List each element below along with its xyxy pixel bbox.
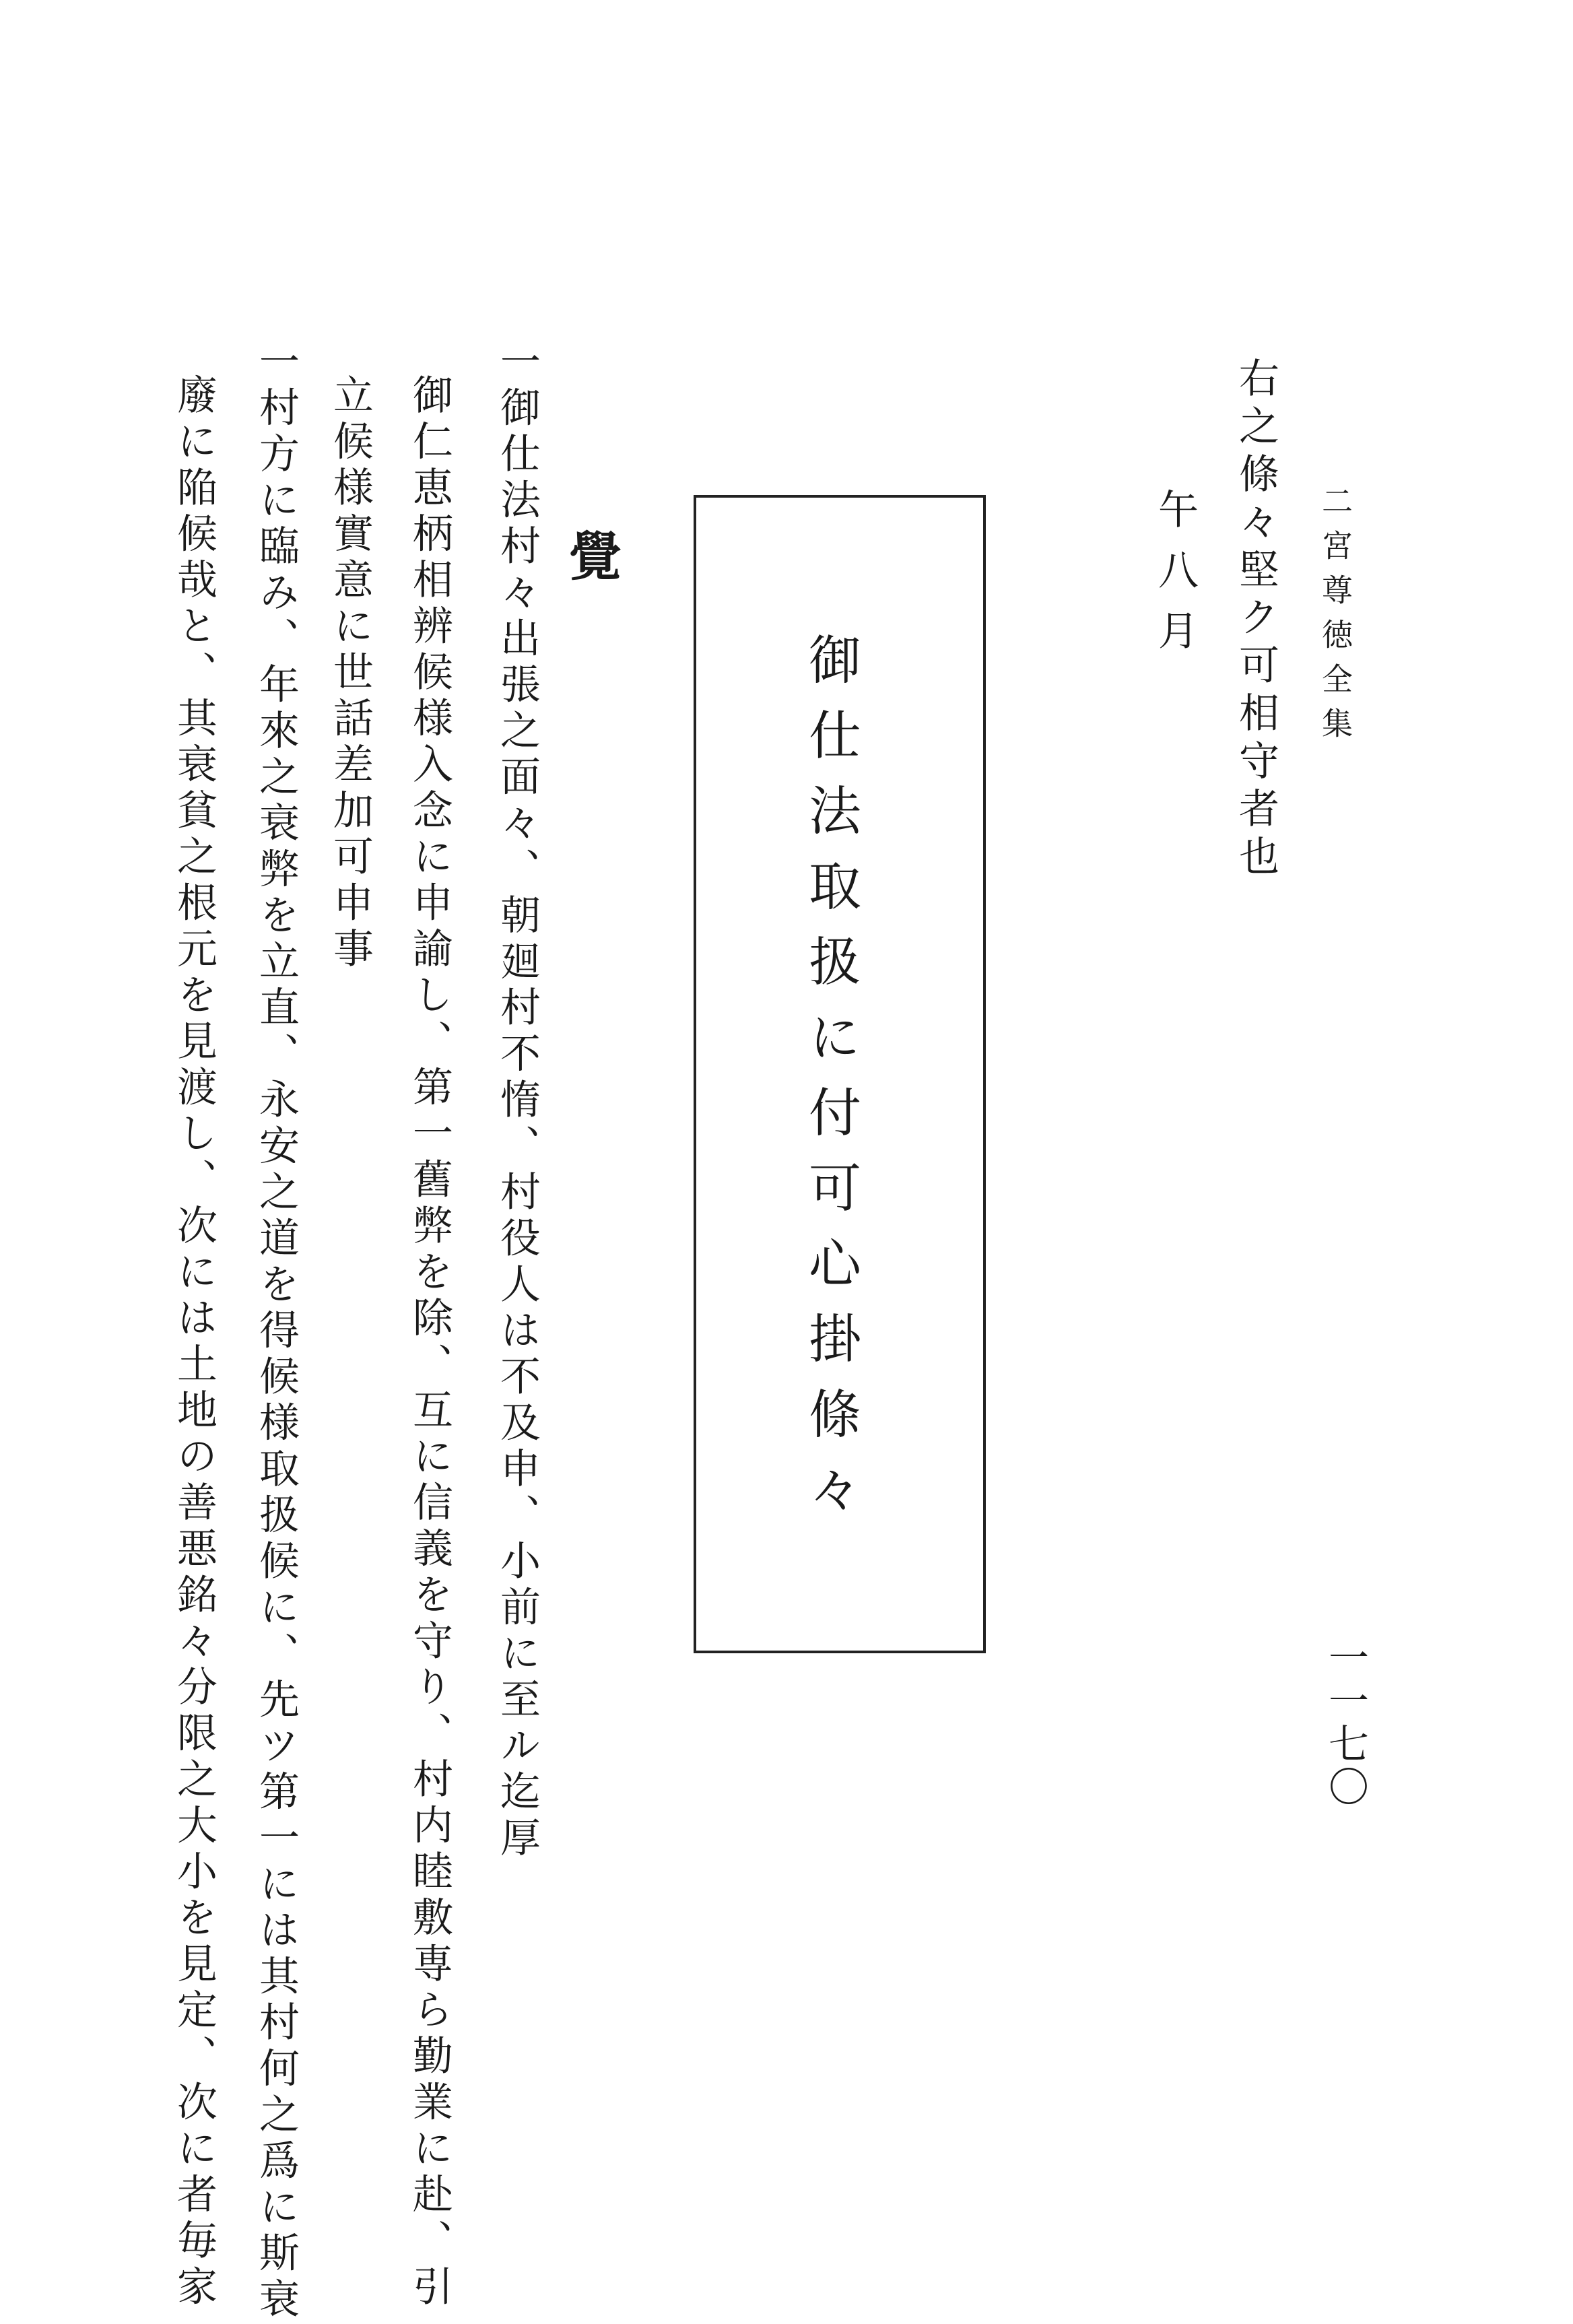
page-number: 一一七〇 <box>1322 1636 1369 1809</box>
body-line: 廢に陥候哉と、其衰貧之根元を見渡し、次には土地の善悪銘々分限之大小を見定、次に者毎家 <box>170 374 217 2311</box>
running-head: 二宮尊徳全集 <box>1317 485 1353 752</box>
section-heading: 覺 <box>560 529 622 581</box>
closing-date: 午八月 <box>1151 488 1199 670</box>
body-line: 一御仕法村々出張之面々、朝廻村不惰、村役人は不及申、小前に至ル迄厚 <box>494 340 541 1863</box>
document-title: 御仕法取扱に付可心掛條々 <box>800 632 861 1537</box>
body-line: 立候様實意に世話差加可申事 <box>327 374 374 974</box>
body-line: 一村方に臨み、年來之衰弊を立直、永安之道を得候様取扱候に、先ツ第一には其村何之爲に斯衰 <box>253 340 300 2324</box>
title-box <box>694 495 986 1653</box>
closing-line: 右之條々堅ク可相守者也 <box>1232 357 1279 883</box>
body-line: 御仁恵柄相辨候様入念に申諭し、第一舊弊を除、互に信義を守り、村内睦敷専ら勤業に赴、引 <box>406 374 453 2311</box>
